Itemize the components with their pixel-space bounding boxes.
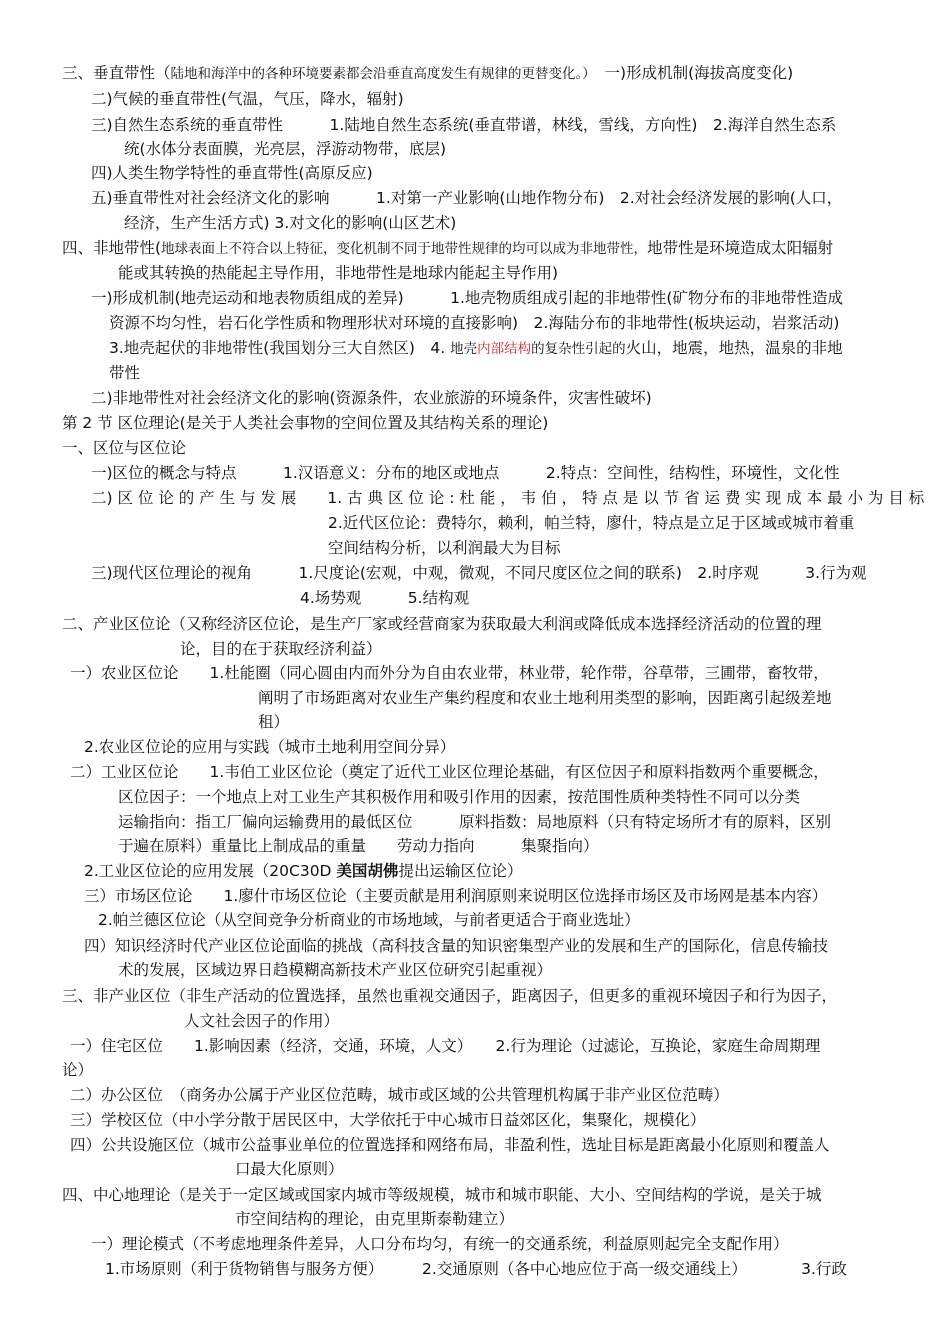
- heading-industrial-location: 二、产业区位论（又称经济区位论，是生产厂家或经营商家为获取最大利润或降低成本选择经济活动的位置的理: [62, 615, 822, 633]
- heading-text: 三、垂直带性（: [62, 64, 171, 82]
- text-line: 能或其转换的热能起主导作用，非地带性是地球内能起主导作用): [118, 264, 559, 282]
- text-line: 三）学校区位（中小学分散于居民区中，大学依托于中心城市日益郊区化，集聚化，规模化）: [70, 1111, 706, 1129]
- text-line: 二)非地带性对社会经济文化的影响(资源条件，农业旅游的环境条件，灾害性破坏): [91, 389, 652, 407]
- text-line: 论，目的在于获取经济利益）: [180, 640, 382, 658]
- text-line: 2.近代区位论：费特尔，赖利，帕兰特，廖什，特点是立足于区域或城市着重: [328, 514, 855, 532]
- text-line: 四）知识经济时代产业区位论面临的挑战（高科技含量的知识密集型产业的发展和生产的国际化，信息传输技: [84, 937, 829, 955]
- text-line: 三)自然生态系统的垂直带性 1.陆地自然生态系统(垂直带谱，林线，雪线，方向性) 2.海洋自然生态系: [91, 116, 837, 134]
- text-segment: 3.地壳起伏的非地带性(我国划分三大自然区) 4.: [109, 339, 451, 357]
- text-line: 市空间结构的理论，由克里斯泰勒建立）: [235, 1210, 515, 1228]
- text-line: 三）市场区位论 1.廖什市场区位论（主要贡献是用利润原则来说明区位选择市场区及市场网是基本内容）: [84, 887, 828, 905]
- text-segment: 火山，地震，地热，温泉的非地: [625, 339, 843, 357]
- heading-location: 一、区位与区位论: [62, 439, 187, 457]
- heading-azonality: [62, 236, 833, 261]
- text-line: 四）公共设施区位（城市公益事业单位的位置选择和网络布局，非盈利性，选址目标是距离最小化原则和覆盖人: [70, 1136, 830, 1154]
- text-line: 租）: [258, 713, 290, 731]
- text-line: 一）理论模式（不考虑地理条件差异，人口分布均匀，有统一的交通系统，利益原则起完全支配作用）: [91, 1235, 789, 1253]
- text-segment: 提出运输区位论）: [398, 862, 523, 880]
- text-line: 一）农业区位论 1.杜能圈（同心圆由内而外分为自由农业带，林业带，轮作带，谷草带，三圃带，畜牧带，: [70, 664, 829, 682]
- text-segment: 地壳: [450, 341, 478, 357]
- heading-tail: 地带性是环境造成太阳辐射: [647, 239, 834, 257]
- text-line: 于遍在原料）重量比上制成品的重量 劳动力指向 集聚指向）: [118, 837, 599, 855]
- text-line: 一)形成机制(地壳运动和地表物质组成的差异) 1.地壳物质组成引起的非地带性(矿物分布的非地带性造成: [91, 289, 843, 307]
- text-line-bold-part: [84, 859, 522, 883]
- section-title: 第 2 节 区位理论(是关于人类社会事物的空间位置及其结构关系的理论): [62, 414, 549, 432]
- text-line: 五)垂直带性对社会经济文化的影响 1.对第一产业影响(山地作物分布) 2.对社会经济发展的影响(人口，: [91, 189, 843, 207]
- text-line: 带性: [109, 364, 141, 382]
- text-line: 三)现代区位理论的视角 1.尺度论(宏观，中观，微观，不同尺度区位之间的联系) 2.时序观 3.行为观: [91, 564, 867, 582]
- text-line: 2.农业区位论的应用与实践（城市土地利用空间分异）: [84, 738, 456, 756]
- heading-non-industrial-location: 三、非产业区位（非生产活动的位置选择，虽然也重视交通因子，距离因子，但更多的重视环境因子和行为因子，: [62, 987, 838, 1005]
- text-line: 运输指向：指工厂偏向运输费用的最低区位 原料指数：局地原料（只有特定场所才有的原料，区别: [118, 813, 832, 831]
- text-line: 二)气候的垂直带性(气温，气压，降水，辐射): [91, 90, 404, 108]
- text-line: 统(水体分表面膜，光亮层，浮游动物带，底层): [124, 140, 447, 158]
- text-line: 经济，生产生活方式) 3.对文化的影响(山区艺术): [124, 214, 457, 232]
- text-line: 2.帕兰德区位论（从空间竞争分析商业的市场地域，与前者更适合于商业选址）: [98, 911, 640, 929]
- heading-note: 陆地和海洋中的各种环境要素都会沿垂直高度发生有规律的更替变化。）: [170, 66, 590, 82]
- text-line: 资源不均匀性，岩石化学性质和物理形状对环境的直接影响) 2.海陆分布的非地带性(板块运动，岩浆活动): [109, 314, 840, 332]
- text-line: 1.市场原则（利于货物销售与服务方便） 2.交通原则（各中心地应位于高一级交通线上） 3.行政: [105, 1260, 847, 1278]
- text-line: 阐明了市场距离对农业生产集约程度和农业土地利用类型的影响，因距离引起级差地: [258, 689, 832, 707]
- text-line: 二) 区 位 论 的 产 生 与 发 展 1. 古 典 区 位 论 : 杜 能 ， 韦 伯 ， 特 点 是 以 节 省 运 费 实 现 成 本 最 小 为 目 标: [91, 489, 925, 507]
- text-line-highlight: [109, 336, 843, 361]
- text-line: 空间结构分析，以利润最大为目标: [328, 539, 561, 557]
- text-line: 一)区位的概念与特点 1.汉语意义：分布的地区或地点 2.特点：空间性，结构性，环境性，文化性: [91, 464, 840, 482]
- heading-vertical-zonality: [62, 61, 793, 86]
- text-line: 四)人类生物学特性的垂直带性(高原反应): [91, 164, 373, 182]
- text-segment: 2.工业区位论的应用发展（20C30D: [84, 862, 337, 880]
- heading-text: 四、非地带性(: [62, 239, 162, 257]
- heading-tail: 一)形成机制(海拔高度变化): [589, 64, 794, 82]
- text-line: 4.场势观 5.结构观: [300, 589, 470, 607]
- text-segment: 的复杂性引起的: [531, 341, 626, 357]
- text-line: 二）办公区位 （商务办公属于产业区位范畴，城市或区域的公共管理机构属于非产业区位范畴）: [70, 1086, 729, 1104]
- text-line: 一）住宅区位 1.影响因素（经济，交通，环境，人文） 2.行为理论（过滤论，互换论，家庭生命周期理: [70, 1037, 821, 1055]
- red-highlight-text: 内部结构: [477, 341, 532, 357]
- text-line: 二）工业区位论 1.韦伯工业区位论（奠定了近代工业区位理论基础，有区位因子和原料指数两个重要概念，: [70, 763, 829, 781]
- text-line: 区位因子：一个地点上对工业生产其积极作用和吸引作用的因素，按范围性质种类特性不同可以分类: [118, 788, 801, 806]
- text-line: 口最大化原则）: [235, 1160, 344, 1178]
- bold-text: 美国胡佛: [336, 862, 399, 880]
- text-line: 人文社会因子的作用）: [184, 1012, 340, 1030]
- text-line: 术的发展，区域边界日趋模糊高新技术产业区位研究引起重视）: [118, 961, 553, 979]
- heading-note: 地球表面上不符合以上特征，变化机制不同于地带性规律的均可以成为非地带性，: [161, 241, 648, 257]
- heading-central-place-theory: 四、中心地理论（是关于一定区域或国家内城市等级规模，城市和城市职能、大小、空间结构的学说，是关于城: [62, 1186, 822, 1204]
- text-line: 论）: [62, 1061, 94, 1079]
